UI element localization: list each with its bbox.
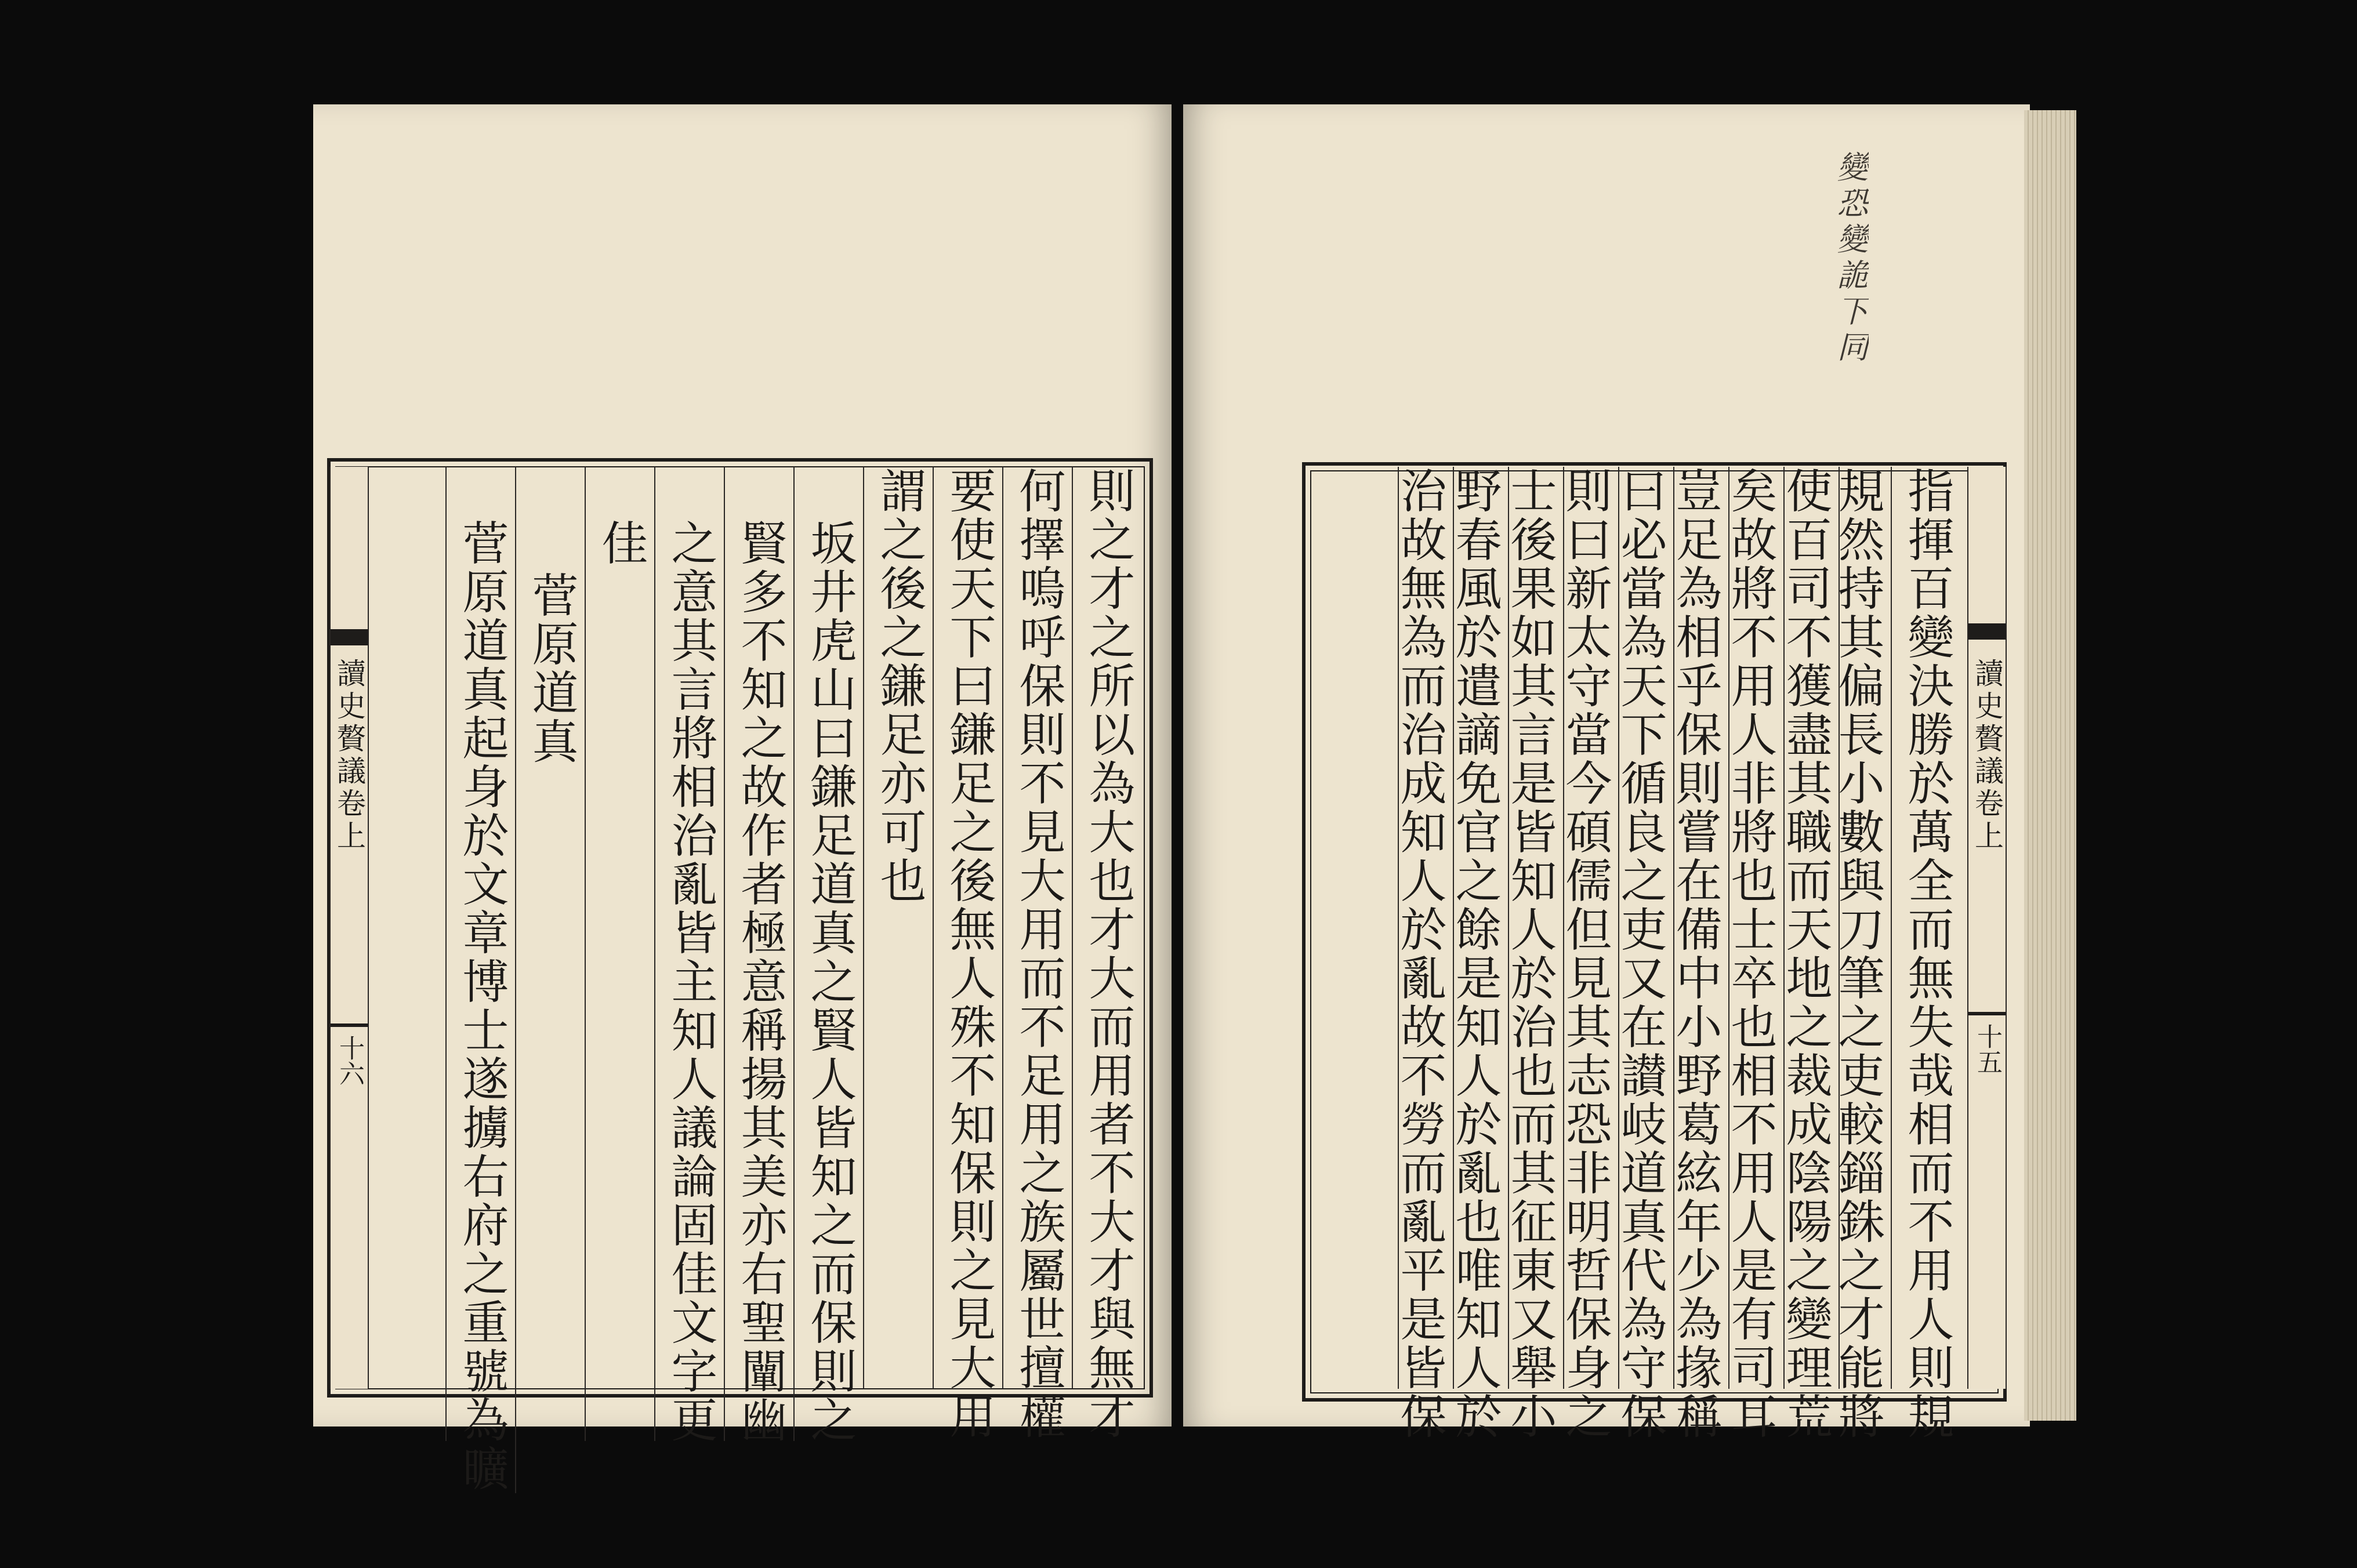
text-column: 豈足為相乎保則嘗在備中小野葛絃年少為掾稱 [1673, 467, 1729, 1389]
section-heading: 菅原道真 [515, 467, 586, 1493]
book-title-label: 讀史贅議卷上 [332, 658, 366, 853]
text-column: 使百司不獲盡其職而天地之裁成陰陽之變理荒 [1783, 467, 1840, 1389]
text-column: 賢多不知之故作者極意稱揚其美亦右聖闡幽 [724, 467, 795, 1441]
text-column: 要使天下曰鎌足之後無人殊不知保則之見大用 [933, 467, 1003, 1389]
text-column: 規然持其偏長小數與刀筆之吏較錙銖之才能將 [1839, 467, 1892, 1389]
fish-tail-top [1968, 623, 2006, 640]
fish-tail-bottom [1968, 1012, 2006, 1015]
text-column: 士後果如其言是皆知人於治也而其征東又舉小 [1508, 467, 1564, 1389]
text-column: 治故無為而治成知人於亂故不勞而亂平是皆保 [1398, 467, 1454, 1389]
text-column: 則曰新太守當今碩儒但見其志恐非明哲保身之 [1563, 467, 1619, 1389]
text-column: 坂井虎山曰鎌足道真之賢人皆知之而保則之 [793, 467, 864, 1441]
text-column: 曰必當為天下循良之吏又在讃岐道真代為守保 [1618, 467, 1674, 1389]
right-center-column [1967, 467, 2007, 1389]
fish-tail-top [331, 629, 368, 645]
fish-tail-bottom [331, 1023, 368, 1027]
text-column: 佳 [585, 467, 655, 1441]
handwritten-note: 變恐變詭下同 [1832, 151, 1869, 366]
text-column: 矣故將不用人非將也士卒也相不用人是有司耳 [1728, 467, 1785, 1389]
book-title-label: 讀史贅議卷上 [1970, 658, 2004, 853]
text-column: 指揮百變決勝於萬全而無失哉相而不用人則規 [1891, 467, 1961, 1389]
text-column: 謂之後之鎌足亦可也 [863, 467, 934, 1389]
text-column: 何擇嗚呼保則不見大用而不足用之族屬世擅權 [1002, 467, 1073, 1389]
left-center-column [329, 467, 369, 1389]
folio-number: 十六 [335, 1035, 364, 1086]
text-column: 野春風於遣謫免官之餘是知人於亂也唯知人於 [1453, 467, 1509, 1389]
text-column: 則之才之所以為大也才大而用者不大才與無才 [1072, 467, 1143, 1389]
text-column: 菅原道真起身於文章博士遂擄右府之重號為曠 [445, 467, 516, 1441]
folio-number: 十五 [1972, 1023, 2002, 1075]
text-column: 之意其言將相治亂皆主知人議論固佳文字更 [654, 467, 725, 1441]
page-edges [2024, 110, 2076, 1421]
